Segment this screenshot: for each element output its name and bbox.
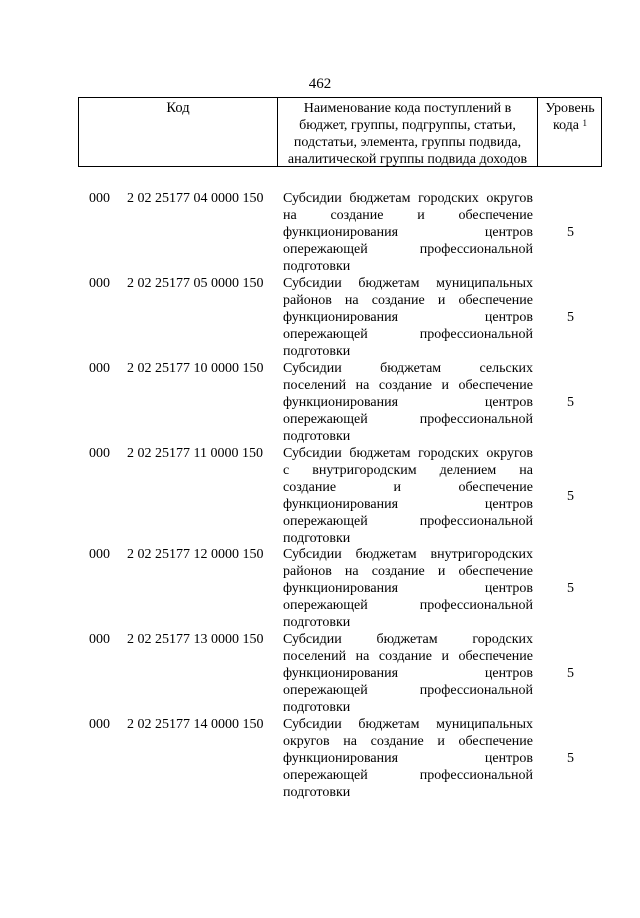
- code-level: 5: [567, 310, 574, 325]
- revenue-name-line: опережающей профессиональной: [283, 598, 533, 613]
- revenue-code: 2 02 25177 04 0000 150: [127, 191, 264, 206]
- revenue-name: [283, 716, 533, 801]
- revenue-name-line: опережающей профессиональной: [283, 242, 533, 257]
- footnote-marker: 1: [582, 118, 588, 128]
- revenue-code: 2 02 25177 11 0000 150: [127, 446, 263, 461]
- header-level-line: Уровень: [545, 101, 595, 116]
- revenue-name-line: функционирования центров: [283, 310, 533, 325]
- page-number: 462: [308, 76, 332, 92]
- header-level-line-2: [538, 117, 602, 134]
- revenue-name-line: подготовки: [283, 344, 351, 359]
- revenue-name-line: с внутригородским делением на: [283, 463, 533, 478]
- revenue-name-line: функционирования центров: [283, 225, 533, 240]
- admin-code: 000: [89, 632, 110, 647]
- code-level: 5: [567, 225, 574, 240]
- revenue-code: 2 02 25177 10 0000 150: [127, 361, 264, 376]
- revenue-name-line: подготовки: [283, 785, 351, 800]
- revenue-name-line: на создание и обеспечение: [283, 208, 533, 223]
- revenue-name-line: функционирования центров: [283, 395, 533, 410]
- revenue-name-line: подготовки: [283, 429, 351, 444]
- revenue-name-line: Субсидии бюджетам городских округов: [283, 446, 533, 461]
- revenue-name-line: функционирования центров: [283, 751, 533, 766]
- revenue-name-line: Субсидии бюджетам сельских: [283, 361, 533, 376]
- revenue-code: 2 02 25177 14 0000 150: [127, 717, 264, 732]
- revenue-name-line: опережающей профессиональной: [283, 683, 533, 698]
- revenue-name-line: Субсидии бюджетам муниципальных: [283, 717, 533, 732]
- header-name-line: подстатьи, элемента, группы подвида,: [293, 135, 522, 150]
- revenue-name-line: подготовки: [283, 259, 351, 274]
- revenue-name: [283, 360, 533, 445]
- admin-code: 000: [89, 191, 110, 206]
- code-level: 5: [567, 666, 574, 681]
- code-level: 5: [567, 395, 574, 410]
- revenue-name-line: функционирования центров: [283, 581, 533, 596]
- admin-code: 000: [89, 717, 110, 732]
- revenue-name-line: создание и обеспечение: [283, 480, 533, 495]
- admin-code: 000: [89, 361, 110, 376]
- code-level: 5: [567, 751, 574, 766]
- revenue-name-line: районов на создание и обеспечение: [283, 293, 533, 308]
- revenue-name: [283, 190, 533, 275]
- code-level: 5: [567, 489, 574, 504]
- table-header: [78, 97, 602, 167]
- revenue-name-line: подготовки: [283, 615, 351, 630]
- revenue-name: [283, 445, 533, 547]
- revenue-name: [283, 275, 533, 360]
- revenue-name: [283, 631, 533, 716]
- admin-code: 000: [89, 446, 110, 461]
- header-name: [278, 100, 537, 168]
- revenue-name-line: Субсидии бюджетам внутригородских: [283, 547, 533, 562]
- header-level-word: кода: [552, 118, 580, 133]
- revenue-name-line: опережающей профессиональной: [283, 514, 533, 529]
- revenue-name-line: районов на создание и обеспечение: [283, 564, 533, 579]
- header-level: [538, 100, 602, 134]
- revenue-name-line: поселений на создание и обеспечение: [283, 649, 533, 664]
- revenue-code: 2 02 25177 05 0000 150: [127, 276, 264, 291]
- header-name-line: аналитической группы подвида доходов: [287, 152, 528, 167]
- revenue-name-line: функционирования центров: [283, 497, 533, 512]
- revenue-name-line: Субсидии бюджетам городских округов: [283, 191, 533, 206]
- revenue-name-line: Субсидии бюджетам муниципальных: [283, 276, 533, 291]
- revenue-name-line: опережающей профессиональной: [283, 327, 533, 342]
- revenue-name-line: округов на создание и обеспечение: [283, 734, 533, 749]
- header-name-line: бюджет, группы, подгруппы, статьи,: [299, 118, 516, 133]
- revenue-name-line: подготовки: [283, 700, 351, 715]
- admin-code: 000: [89, 276, 110, 291]
- revenue-name-line: поселений на создание и обеспечение: [283, 378, 533, 393]
- revenue-name-line: опережающей профессиональной: [283, 768, 533, 783]
- header-name-line: Наименование кода поступлений в: [303, 101, 512, 116]
- revenue-name-line: функционирования центров: [283, 666, 533, 681]
- admin-code: 000: [89, 547, 110, 562]
- revenue-code: 2 02 25177 13 0000 150: [127, 632, 264, 647]
- code-level: 5: [567, 581, 574, 596]
- header-code: Код: [166, 100, 190, 116]
- revenue-code: 2 02 25177 12 0000 150: [127, 547, 264, 562]
- revenue-name-line: Субсидии бюджетам городских: [283, 632, 533, 647]
- revenue-name: [283, 546, 533, 631]
- revenue-name-line: подготовки: [283, 531, 351, 546]
- revenue-name-line: опережающей профессиональной: [283, 412, 533, 427]
